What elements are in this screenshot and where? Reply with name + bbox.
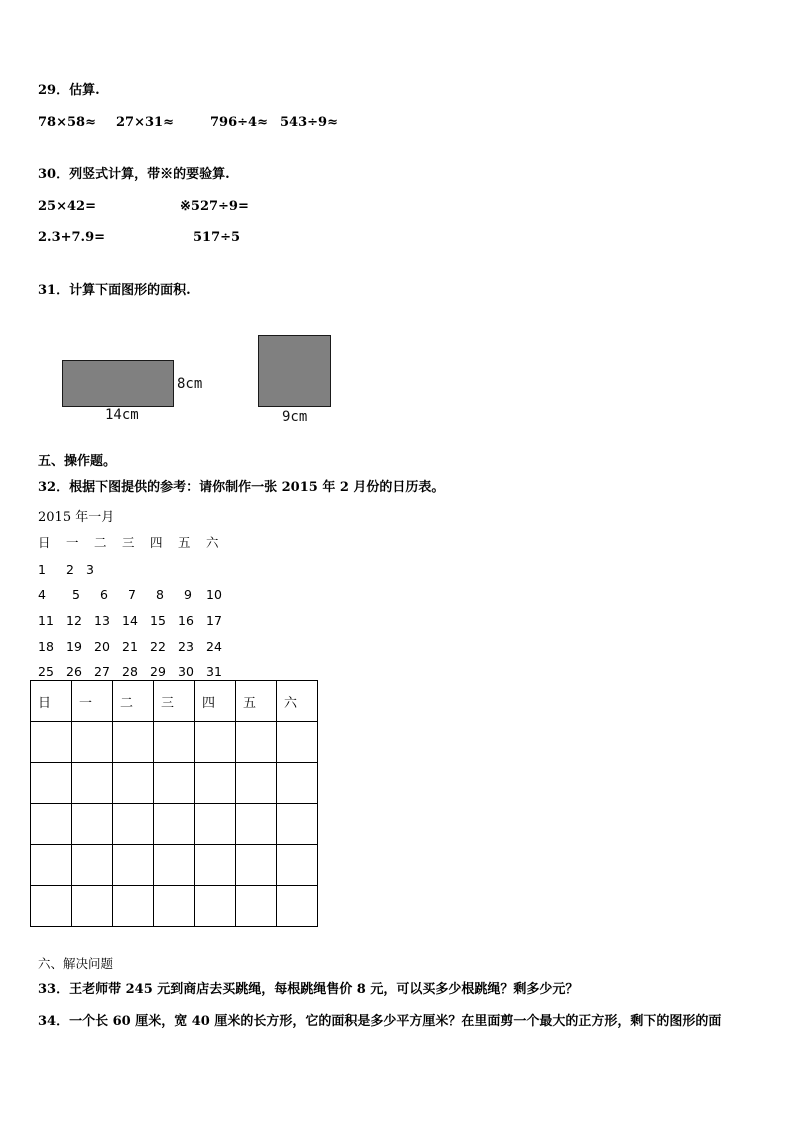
grid-header-cell: 日 (31, 681, 72, 722)
day-number: 12 (66, 613, 82, 628)
q30-expr-4: 517÷5 (193, 230, 241, 245)
grid-cell (72, 886, 113, 927)
q29-item-1: 78×58≈ (38, 115, 96, 130)
weekday-label: 四 (150, 535, 163, 550)
grid-header-cell: 二 (113, 681, 154, 722)
grid-cell (277, 722, 318, 763)
square-side-label: 9cm (282, 409, 308, 425)
day-number: 23 (178, 639, 194, 654)
day-number: 13 (94, 613, 110, 628)
day-number: 30 (178, 664, 194, 679)
q33-text: 33．王老师带 245 元到商店去买跳绳，每根跳绳售价 8 元，可以买多少根跳绳？剩多少元？ (38, 982, 579, 997)
grid-header-cell: 一 (72, 681, 113, 722)
q29-item-2: 27×31≈ (116, 115, 174, 130)
grid-cell (195, 722, 236, 763)
day-number: 17 (206, 613, 222, 628)
grid-cell (72, 763, 113, 804)
grid-cell (31, 722, 72, 763)
grid-cell (113, 722, 154, 763)
grid-cell (277, 804, 318, 845)
grid-cell (72, 804, 113, 845)
grid-empty-row (31, 845, 318, 886)
weekday-label: 三 (122, 535, 135, 550)
q29-title: 29．估算. (38, 83, 100, 98)
day-number: 25 (38, 664, 54, 679)
grid-cell (113, 845, 154, 886)
q30-title: 30．列竖式计算，带※的要验算. (38, 167, 230, 182)
day-number: 14 (122, 613, 138, 628)
grid-header-cell: 三 (154, 681, 195, 722)
rectangle-width-label: 14cm (105, 407, 139, 423)
weekday-label: 五 (178, 535, 191, 550)
q30-expr-1: 25×42= (38, 199, 96, 214)
grid-cell (31, 804, 72, 845)
grid-header-cell: 五 (236, 681, 277, 722)
grid-cell (154, 845, 195, 886)
grid-header-cell: 六 (277, 681, 318, 722)
grid-cell (195, 804, 236, 845)
weekday-label: 日 (38, 535, 51, 550)
grid-cell (236, 804, 277, 845)
grid-cell (154, 804, 195, 845)
day-number: 22 (150, 639, 166, 654)
grid-cell (113, 763, 154, 804)
grid-empty-row (31, 722, 318, 763)
grid-cell (31, 845, 72, 886)
q30-expr-3: 2.3+7.9= (38, 230, 106, 245)
q29-item-3: 796÷4≈ (210, 115, 268, 130)
grid-header-cell: 四 (195, 681, 236, 722)
grid-cell (236, 845, 277, 886)
q29-item-4: 543÷9≈ (280, 115, 338, 130)
grid-cell (31, 886, 72, 927)
day-number: 24 (206, 639, 222, 654)
day-number: 1 (38, 562, 46, 577)
grid-empty-row (31, 804, 318, 845)
day-number: 31 (206, 664, 222, 679)
q30-expr-2: ※527÷9= (180, 199, 249, 214)
grid-cell (154, 722, 195, 763)
weekday-label: 二 (94, 535, 107, 550)
grid-cell (72, 845, 113, 886)
grid-empty-row (31, 763, 318, 804)
grid-cell (113, 886, 154, 927)
grid-cell (236, 763, 277, 804)
day-number: 9 (184, 587, 192, 602)
day-number: 4 (38, 587, 46, 602)
day-number: 16 (178, 613, 194, 628)
day-number: 20 (94, 639, 110, 654)
grid-header-row (31, 681, 318, 722)
day-number: 3 (86, 562, 94, 577)
rectangle-shape (62, 360, 174, 407)
q31-title: 31．计算下面图形的面积. (38, 283, 191, 298)
square-shape (258, 335, 331, 407)
day-number: 7 (128, 587, 136, 602)
weekday-label: 六 (206, 535, 219, 550)
day-number: 6 (100, 587, 108, 602)
day-number: 21 (122, 639, 138, 654)
day-number: 5 (72, 587, 80, 602)
day-number: 2 (66, 562, 74, 577)
day-number: 18 (38, 639, 54, 654)
day-number: 10 (206, 587, 222, 602)
day-number: 27 (94, 664, 110, 679)
grid-cell (277, 763, 318, 804)
grid-empty-row (31, 886, 318, 927)
grid-cell (154, 886, 195, 927)
blank-calendar-grid (30, 680, 318, 927)
grid-cell (277, 845, 318, 886)
grid-cell (113, 804, 154, 845)
grid-cell (72, 722, 113, 763)
q32-title: 32．根据下图提供的参考：请你制作一张 2015 年 2 月份的日历表。 (38, 480, 445, 495)
section-5-title: 五、操作题。 (38, 454, 117, 469)
day-number: 29 (150, 664, 166, 679)
day-number: 8 (156, 587, 164, 602)
q34-text: 34．一个长 60 厘米，宽 40 厘米的长方形，它的面积是多少平方厘米？在里面剪一个最大的正方形，剩下的图形的面 (38, 1014, 722, 1029)
day-number: 15 (150, 613, 166, 628)
grid-cell (236, 886, 277, 927)
grid-cell (154, 763, 195, 804)
rectangle-height-label: 8cm (177, 376, 203, 392)
grid-cell (195, 886, 236, 927)
day-number: 19 (66, 639, 82, 654)
day-number: 11 (38, 613, 54, 628)
weekday-label: 一 (66, 535, 79, 550)
day-number: 28 (122, 664, 138, 679)
grid-cell (31, 763, 72, 804)
section-6-title: 六、解决问题 (38, 956, 114, 971)
calendar-ref-title: 2015 年一月 (38, 510, 115, 525)
day-number: 26 (66, 664, 82, 679)
grid-cell (277, 886, 318, 927)
grid-cell (195, 763, 236, 804)
grid-cell (195, 845, 236, 886)
grid-cell (236, 722, 277, 763)
